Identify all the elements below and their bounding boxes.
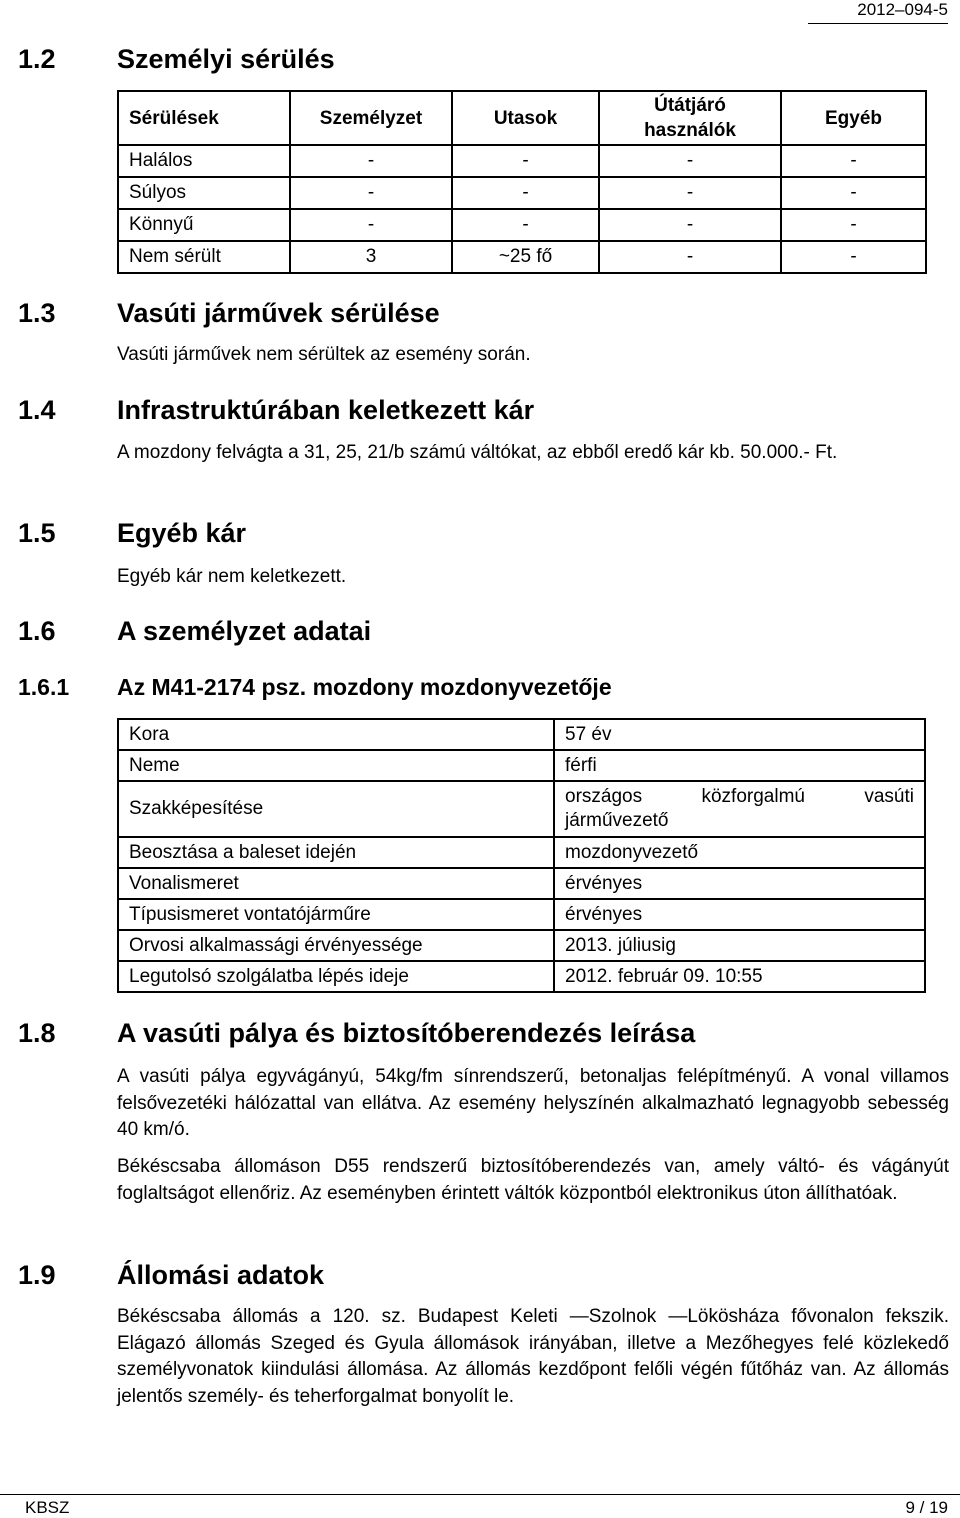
- table-row: [118, 837, 925, 868]
- section-number: 1.6: [18, 616, 56, 646]
- table-cell: -: [452, 145, 599, 177]
- table-header-row: [118, 91, 926, 145]
- crew-field-label: Beosztása a baleset idején: [118, 837, 554, 868]
- section-title: A vasúti pálya és biztosítóberendezés leírása: [117, 1018, 696, 1048]
- crew-table: [117, 718, 926, 993]
- table-row: [118, 750, 925, 781]
- table-cell: -: [290, 177, 452, 209]
- table-row: [118, 930, 925, 961]
- section-heading-1-8: [18, 1018, 695, 1049]
- crew-field-label: Orvosi alkalmassági érvényessége: [118, 930, 554, 961]
- table-cell: -: [781, 145, 926, 177]
- section-number: 1.9: [18, 1260, 56, 1290]
- page-footer: [0, 1494, 960, 1517]
- section-title: Személyi sérülés: [117, 44, 335, 74]
- table-cell: -: [452, 177, 599, 209]
- column-header: Sérülések: [118, 91, 290, 145]
- section-heading-1-4: [18, 395, 534, 426]
- section-title: Az M41-2174 psz. mozdony mozdonyvezetője: [117, 674, 612, 700]
- crew-field-value: érvényes: [554, 899, 925, 930]
- footer-organization: KBSZ: [25, 1498, 70, 1517]
- table-cell: Nem sérült: [118, 241, 290, 273]
- table-cell: ~25 fő: [452, 241, 599, 273]
- table-row: [118, 145, 926, 177]
- table-row: [118, 719, 925, 750]
- page-number: 9 / 19: [905, 1498, 948, 1517]
- column-header: Személyzet: [290, 91, 452, 145]
- section-number: 1.4: [18, 395, 56, 425]
- table-cell: Könnyű: [118, 209, 290, 241]
- section-text-1-3: Vasúti járművek nem sérültek az esemény során.: [117, 344, 531, 365]
- section-heading-1-3: [18, 298, 440, 329]
- crew-field-label: Kora: [118, 719, 554, 750]
- crew-field-value: [554, 781, 925, 837]
- column-header: Útátjáró használók: [599, 91, 781, 145]
- section-text-1-4: A mozdony felvágta a 31, 25, 21/b számú váltókat, az ebből eredő kár kb. 50.000.- Ft.: [117, 442, 838, 463]
- crew-field-value: 2012. február 09. 10:55: [554, 961, 925, 992]
- section-heading-1-6: [18, 616, 371, 647]
- section-title: Egyéb kár: [117, 518, 247, 548]
- section-paragraph-1-8-b: Békéscsaba állomáson D55 rendszerű biztosítóberendezés van, amely váltó- és vágányút foglaltságot ellenőriz. Az eseményben érintett váltók központból elektronikus úton állíthatóak.: [117, 1156, 949, 1204]
- section-title: Vasúti járművek sérülése: [117, 298, 440, 328]
- table-row: [118, 209, 926, 241]
- section-heading-1-5: [18, 518, 246, 549]
- crew-field-label: Neme: [118, 750, 554, 781]
- crew-field-label: Szakképesítése: [118, 781, 554, 837]
- table-cell: 3: [290, 241, 452, 273]
- table-cell: -: [599, 209, 781, 241]
- crew-field-value: 2013. júliusig: [554, 930, 925, 961]
- crew-field-value-word: országos: [565, 786, 643, 807]
- crew-field-value-word: vasúti: [864, 786, 914, 807]
- crew-field-label: Legutolsó szolgálatba lépés ideje: [118, 961, 554, 992]
- table-cell: Súlyos: [118, 177, 290, 209]
- table-cell: -: [781, 177, 926, 209]
- crew-field-value: érvényes: [554, 868, 925, 899]
- section-paragraph-1-9: Békéscsaba állomás a 120. sz. Budapest Keleti —Szolnok —Lökösháza fővonalon fekszik. Elágazó állomás Szeged és Gyula állomások irányában, illetve a Mezőhegyes felé közlekedő személyvonatok kiindulási állomása. Az állomás kezdőpont felőli végén fűtőház van. Az állomás jelentős személy- és teherforgalmat bonyolít le.: [117, 1306, 949, 1407]
- crew-field-value: 57 év: [554, 719, 925, 750]
- section-text-1-5: Egyéb kár nem keletkezett.: [117, 566, 347, 587]
- crew-field-label: Típusismeret vontatójárműre: [118, 899, 554, 930]
- crew-field-label: Vonalismeret: [118, 868, 554, 899]
- table-row: [118, 868, 925, 899]
- table-cell: Halálos: [118, 145, 290, 177]
- section-title: A személyzet adatai: [117, 616, 372, 646]
- section-number: 1.6.1: [18, 674, 70, 700]
- section-heading-1-9: [18, 1260, 324, 1291]
- document-id: 2012–094-5: [808, 0, 948, 24]
- crew-field-value: férfi: [554, 750, 925, 781]
- injury-table: [117, 90, 927, 274]
- table-cell: -: [290, 145, 452, 177]
- table-row: [118, 961, 925, 992]
- section-title: Infrastruktúrában keletkezett kár: [117, 395, 535, 425]
- table-cell: -: [781, 241, 926, 273]
- crew-field-value: mozdonyvezető: [554, 837, 925, 868]
- column-header: Utasok: [452, 91, 599, 145]
- section-number: 1.5: [18, 518, 56, 548]
- section-title: Állomási adatok: [117, 1260, 325, 1290]
- section-number: 1.2: [18, 44, 56, 74]
- column-header: Egyéb: [781, 91, 926, 145]
- crew-field-value-line: járművezető: [565, 810, 669, 831]
- table-row: [118, 177, 926, 209]
- section-heading-1-2: [18, 44, 335, 75]
- table-cell: -: [290, 209, 452, 241]
- table-cell: -: [452, 209, 599, 241]
- table-row: [118, 241, 926, 273]
- table-cell: -: [599, 241, 781, 273]
- table-cell: -: [599, 145, 781, 177]
- section-heading-1-6-1: [18, 674, 612, 701]
- table-cell: -: [781, 209, 926, 241]
- table-row: [118, 781, 925, 837]
- table-cell: -: [599, 177, 781, 209]
- crew-field-value-line: [565, 785, 914, 809]
- section-paragraph-1-8-a: A vasúti pálya egyvágányú, 54kg/fm sínrendszerű, betonaljas felépítményű. A vonal villamos felsővezetéki hálózattal van ellátva. Az esemény helyszínén alkalmazható legnagyobb sebesség 40 km/ó.: [117, 1066, 949, 1140]
- crew-field-value-word: közforgalmú: [701, 786, 805, 807]
- table-row: [118, 899, 925, 930]
- section-number: 1.8: [18, 1018, 56, 1048]
- section-number: 1.3: [18, 298, 56, 328]
